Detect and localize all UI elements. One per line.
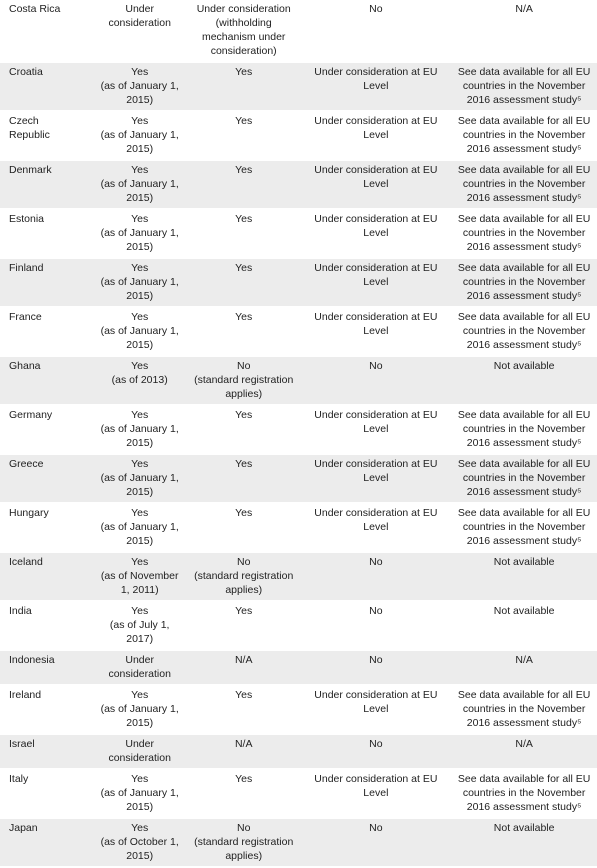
eu-cell: Under consideration at EU Level bbox=[300, 62, 451, 111]
eu-cell: Under consideration at EU Level bbox=[300, 258, 451, 307]
table-row bbox=[0, 405, 597, 454]
eu-cell: Under consideration at EU Level bbox=[300, 454, 451, 503]
mechanism-cell: N/A bbox=[187, 650, 301, 685]
data-cell: See data available for all EU countries in the November 2016 assessment study⁵ bbox=[451, 503, 597, 552]
eu-cell: No bbox=[300, 0, 451, 62]
status-cell: Under consideration bbox=[92, 0, 186, 62]
country-cell: Indonesia bbox=[0, 650, 92, 685]
table-row bbox=[0, 818, 597, 867]
country-cell: Ghana bbox=[0, 356, 92, 405]
country-cell: Estonia bbox=[0, 209, 92, 258]
table-row bbox=[0, 209, 597, 258]
mechanism-cell: Yes bbox=[187, 454, 301, 503]
status-cell: Yes (as of January 1, 2015) bbox=[92, 307, 186, 356]
data-cell: See data available for all EU countries in the November 2016 assessment study⁵ bbox=[451, 769, 597, 818]
eu-cell: No bbox=[300, 818, 451, 867]
country-cell: Germany bbox=[0, 405, 92, 454]
eu-cell: No bbox=[300, 601, 451, 650]
mechanism-cell: Yes bbox=[187, 209, 301, 258]
country-cell: Italy bbox=[0, 769, 92, 818]
status-cell: Yes (as of 2013) bbox=[92, 356, 186, 405]
table-row bbox=[0, 685, 597, 734]
status-cell: Yes (as of January 1, 2015) bbox=[92, 160, 186, 209]
table-row bbox=[0, 552, 597, 601]
eu-cell: Under consideration at EU Level bbox=[300, 769, 451, 818]
eu-cell: Under consideration at EU Level bbox=[300, 405, 451, 454]
country-cell: Ireland bbox=[0, 685, 92, 734]
status-cell: Yes (as of January 1, 2015) bbox=[92, 405, 186, 454]
table-row bbox=[0, 601, 597, 650]
country-cell: India bbox=[0, 601, 92, 650]
mechanism-cell: Under consideration (withholding mechanism under consideration) bbox=[187, 0, 301, 62]
table-row bbox=[0, 650, 597, 685]
mechanism-cell: Yes bbox=[187, 111, 301, 160]
data-cell: See data available for all EU countries in the November 2016 assessment study⁵ bbox=[451, 62, 597, 111]
status-cell: Yes (as of January 1, 2015) bbox=[92, 209, 186, 258]
data-cell: N/A bbox=[451, 650, 597, 685]
mechanism-cell: No (standard registration applies) bbox=[187, 552, 301, 601]
country-cell: Croatia bbox=[0, 62, 92, 111]
data-cell: See data available for all EU countries in the November 2016 assessment study⁵ bbox=[451, 209, 597, 258]
table-row bbox=[0, 734, 597, 769]
status-cell: Yes (as of January 1, 2015) bbox=[92, 62, 186, 111]
mechanism-cell: Yes bbox=[187, 769, 301, 818]
data-cell: N/A bbox=[451, 0, 597, 62]
table-row bbox=[0, 307, 597, 356]
mechanism-cell: Yes bbox=[187, 258, 301, 307]
country-cell: Hungary bbox=[0, 503, 92, 552]
mechanism-cell: Yes bbox=[187, 405, 301, 454]
eu-cell: Under consideration at EU Level bbox=[300, 209, 451, 258]
mechanism-cell: No (standard registration applies) bbox=[187, 356, 301, 405]
mechanism-cell: N/A bbox=[187, 734, 301, 769]
table-row bbox=[0, 258, 597, 307]
country-cell: Finland bbox=[0, 258, 92, 307]
eu-cell: Under consideration at EU Level bbox=[300, 503, 451, 552]
status-cell: Under consideration bbox=[92, 650, 186, 685]
table-row bbox=[0, 62, 597, 111]
data-cell: Not available bbox=[451, 356, 597, 405]
status-cell: Yes (as of January 1, 2015) bbox=[92, 111, 186, 160]
country-cell: Czech Republic bbox=[0, 111, 92, 160]
country-cell: Denmark bbox=[0, 160, 92, 209]
status-cell: Yes (as of November 1, 2011) bbox=[92, 552, 186, 601]
eu-cell: Under consideration at EU Level bbox=[300, 685, 451, 734]
table-row bbox=[0, 454, 597, 503]
data-cell: See data available for all EU countries in the November 2016 assessment study⁵ bbox=[451, 258, 597, 307]
data-cell: See data available for all EU countries in the November 2016 assessment study⁵ bbox=[451, 454, 597, 503]
eu-cell: No bbox=[300, 650, 451, 685]
country-cell: Japan bbox=[0, 818, 92, 867]
mechanism-cell: Yes bbox=[187, 601, 301, 650]
status-cell: Yes (as of January 1, 2015) bbox=[92, 685, 186, 734]
status-cell: Under consideration bbox=[92, 734, 186, 769]
data-cell: See data available for all EU countries in the November 2016 assessment study⁵ bbox=[451, 111, 597, 160]
data-cell: Not available bbox=[451, 818, 597, 867]
eu-cell: No bbox=[300, 552, 451, 601]
mechanism-cell: Yes bbox=[187, 685, 301, 734]
status-cell: Yes (as of January 1, 2015) bbox=[92, 503, 186, 552]
table-row bbox=[0, 503, 597, 552]
table-row bbox=[0, 111, 597, 160]
data-cell: Not available bbox=[451, 552, 597, 601]
mechanism-cell: Yes bbox=[187, 160, 301, 209]
mechanism-cell: Yes bbox=[187, 307, 301, 356]
status-cell: Yes (as of January 1, 2015) bbox=[92, 769, 186, 818]
country-cell: Greece bbox=[0, 454, 92, 503]
data-cell: See data available for all EU countries in the November 2016 assessment study⁵ bbox=[451, 685, 597, 734]
data-cell: N/A bbox=[451, 734, 597, 769]
status-cell: Yes (as of October 1, 2015) bbox=[92, 818, 186, 867]
mechanism-cell: Yes bbox=[187, 62, 301, 111]
status-cell: Yes (as of January 1, 2015) bbox=[92, 454, 186, 503]
country-cell: Israel bbox=[0, 734, 92, 769]
eu-cell: Under consideration at EU Level bbox=[300, 111, 451, 160]
data-cell: Not available bbox=[451, 601, 597, 650]
country-cell: France bbox=[0, 307, 92, 356]
eu-cell: No bbox=[300, 734, 451, 769]
eu-cell: Under consideration at EU Level bbox=[300, 160, 451, 209]
data-cell: See data available for all EU countries in the November 2016 assessment study⁵ bbox=[451, 160, 597, 209]
data-cell: See data available for all EU countries in the November 2016 assessment study⁵ bbox=[451, 307, 597, 356]
mechanism-cell: No (standard registration applies) bbox=[187, 818, 301, 867]
country-cell: Iceland bbox=[0, 552, 92, 601]
data-cell: See data available for all EU countries in the November 2016 assessment study⁵ bbox=[451, 405, 597, 454]
table-row bbox=[0, 0, 597, 62]
eu-cell: No bbox=[300, 356, 451, 405]
table-row bbox=[0, 356, 597, 405]
status-cell: Yes (as of July 1, 2017) bbox=[92, 601, 186, 650]
mechanism-cell: Yes bbox=[187, 503, 301, 552]
country-cell: Costa Rica bbox=[0, 0, 92, 62]
table-row bbox=[0, 160, 597, 209]
eu-cell: Under consideration at EU Level bbox=[300, 307, 451, 356]
table-row bbox=[0, 769, 597, 818]
status-cell: Yes (as of January 1, 2015) bbox=[92, 258, 186, 307]
